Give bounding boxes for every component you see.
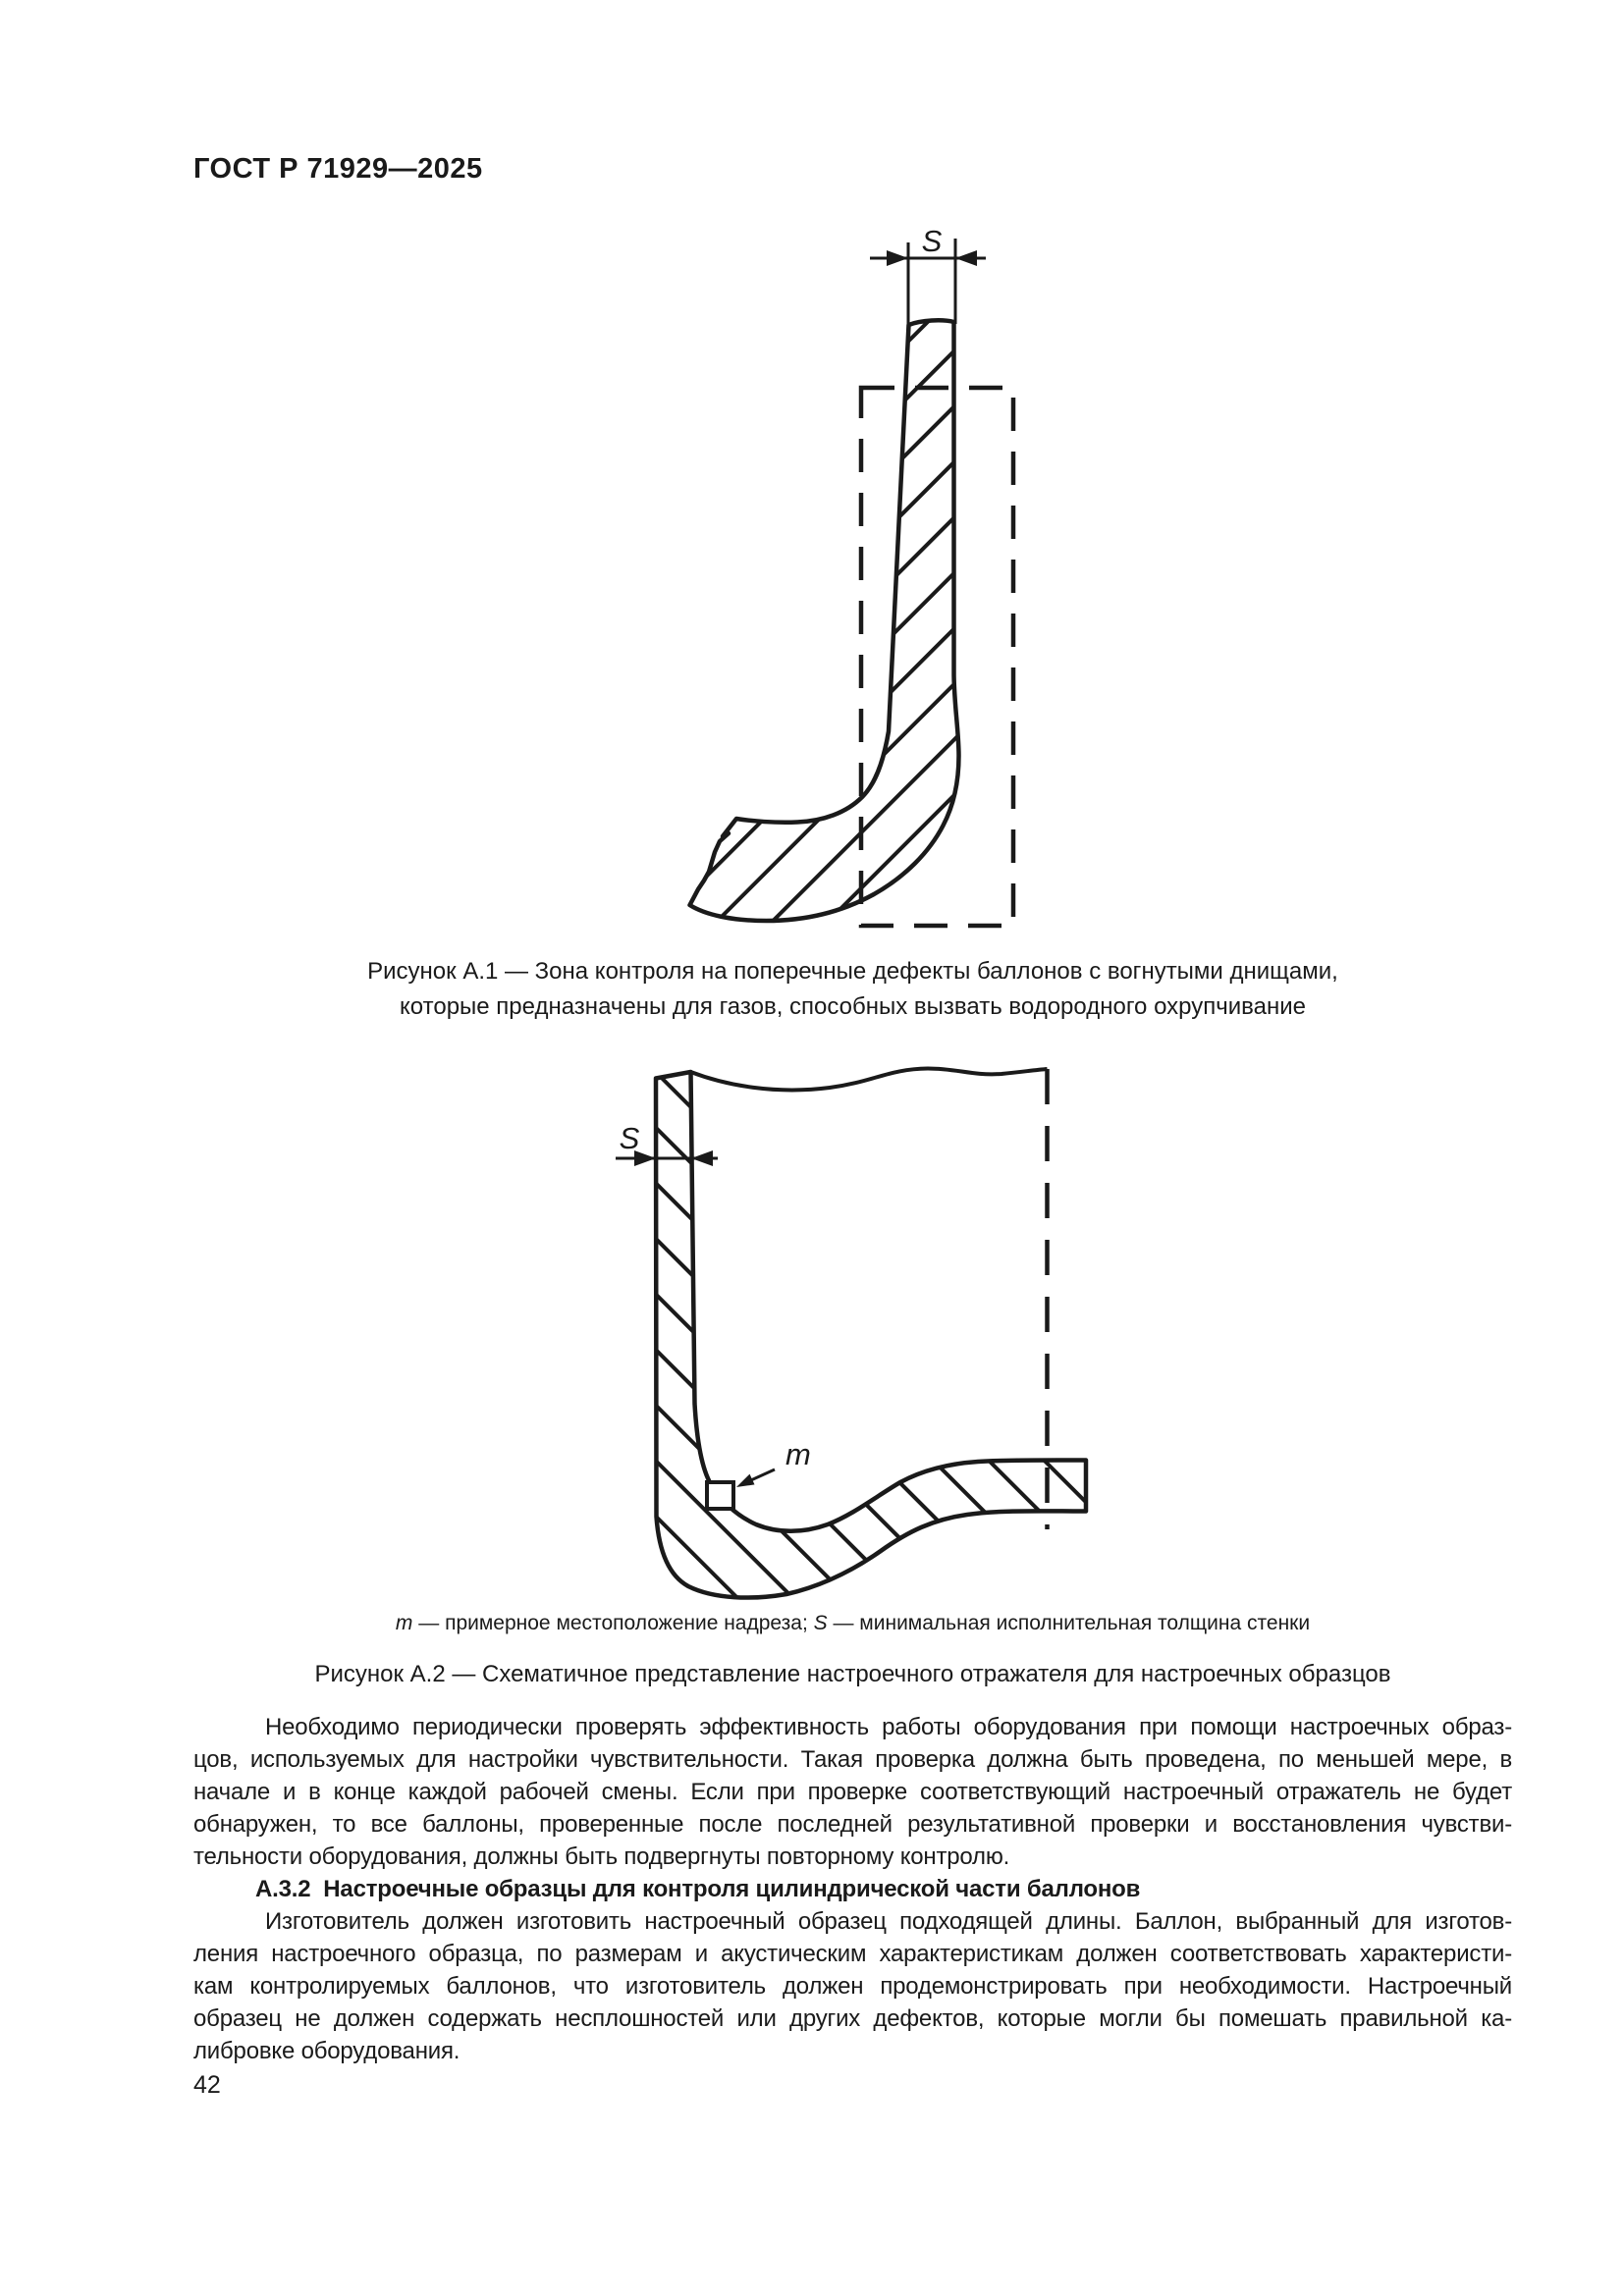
text-line: обнаружен, то все баллоны, проверенные после последней результативной проверки и восстановления чувстви- <box>193 1811 1512 1838</box>
caption-line: которые предназначены для газов, способных вызвать водородного охрупчивание <box>400 993 1306 1020</box>
arrowhead-left <box>887 250 908 266</box>
text-line: ления настроечного образца, по размерам и акустическим характеристикам должен соответствовать характеристи- <box>193 1941 1512 1967</box>
caption-line: Рисунок А.1 — Зона контроля на поперечные дефекты баллонов с вогнутыми днищами, <box>367 958 1338 985</box>
break-wavy-line <box>691 1069 1048 1091</box>
page-number: 42 <box>193 2071 221 2099</box>
legend-s-text: — минимальная исполнительная толщина стенки <box>827 1612 1311 1634</box>
s-dimension-label-fig2: S <box>619 1121 640 1155</box>
s-dimension-label-fig1: S <box>921 224 943 258</box>
figure-a2-legend <box>193 1612 1512 1635</box>
figure-a1-drawing <box>589 214 1060 940</box>
arrowhead-right <box>955 250 977 266</box>
m-notch-label: m <box>785 1437 811 1471</box>
paragraph-reference-cylinder <box>193 1905 1512 2067</box>
paragraph-calibration-check <box>193 1711 1512 1873</box>
text-line: кам контролируемых баллонов, что изготовитель должен продемонстрировать при необходимости. Настроечный <box>193 1973 1512 2000</box>
text-line: либровке оборудования. <box>193 2038 460 2064</box>
heading-a32: А.3.2 Настроечные образцы для контроля цилиндрической части баллонов <box>255 1876 1141 1902</box>
figure-a2-caption: Рисунок А.2 — Схематичное представление настроечного отражателя для настроечных образцов <box>314 1661 1391 1687</box>
body-text-block <box>193 1711 1512 2067</box>
figure-a1-caption <box>193 954 1512 1025</box>
text-line: тельности оборудования, должны быть подвергнуты повторному контролю. <box>193 1843 1010 1870</box>
document-code-header: ГОСТ Р 71929—2025 <box>193 153 483 185</box>
notch-marker-square <box>707 1482 733 1509</box>
arrowhead-right <box>691 1150 713 1166</box>
text-line: образец не должен содержать несплошностей или других дефектов, которые могли бы помешать правильной ка- <box>193 2005 1512 2032</box>
legend-s-symbol: S <box>813 1612 828 1634</box>
legend-m-text: — примерное местоположение надреза; <box>412 1612 814 1634</box>
text-line: Изготовитель должен изготовить настроечный образец подходящей длины. Баллон, выбранный для изготов- <box>265 1908 1512 1935</box>
text-line: цов, используемых для настройки чувствительности. Такая проверка должна быть проведена, по меньшей мере, в <box>193 1746 1512 1773</box>
text-line: начале и в конце каждой рабочей смены. Если при проверке соответствующий настроечный отражатель не будет <box>193 1779 1512 1805</box>
cylinder-wall-section <box>690 320 959 921</box>
cylinder-wall-bottom-section <box>656 1072 1086 1598</box>
notch-leader-arrowhead <box>736 1474 755 1487</box>
figure-a2-drawing <box>589 1041 1100 1610</box>
legend-m-symbol: m <box>395 1612 413 1634</box>
text-line: Необходимо периодически проверять эффективность работы оборудования при помощи настроечных образ- <box>265 1714 1512 1740</box>
